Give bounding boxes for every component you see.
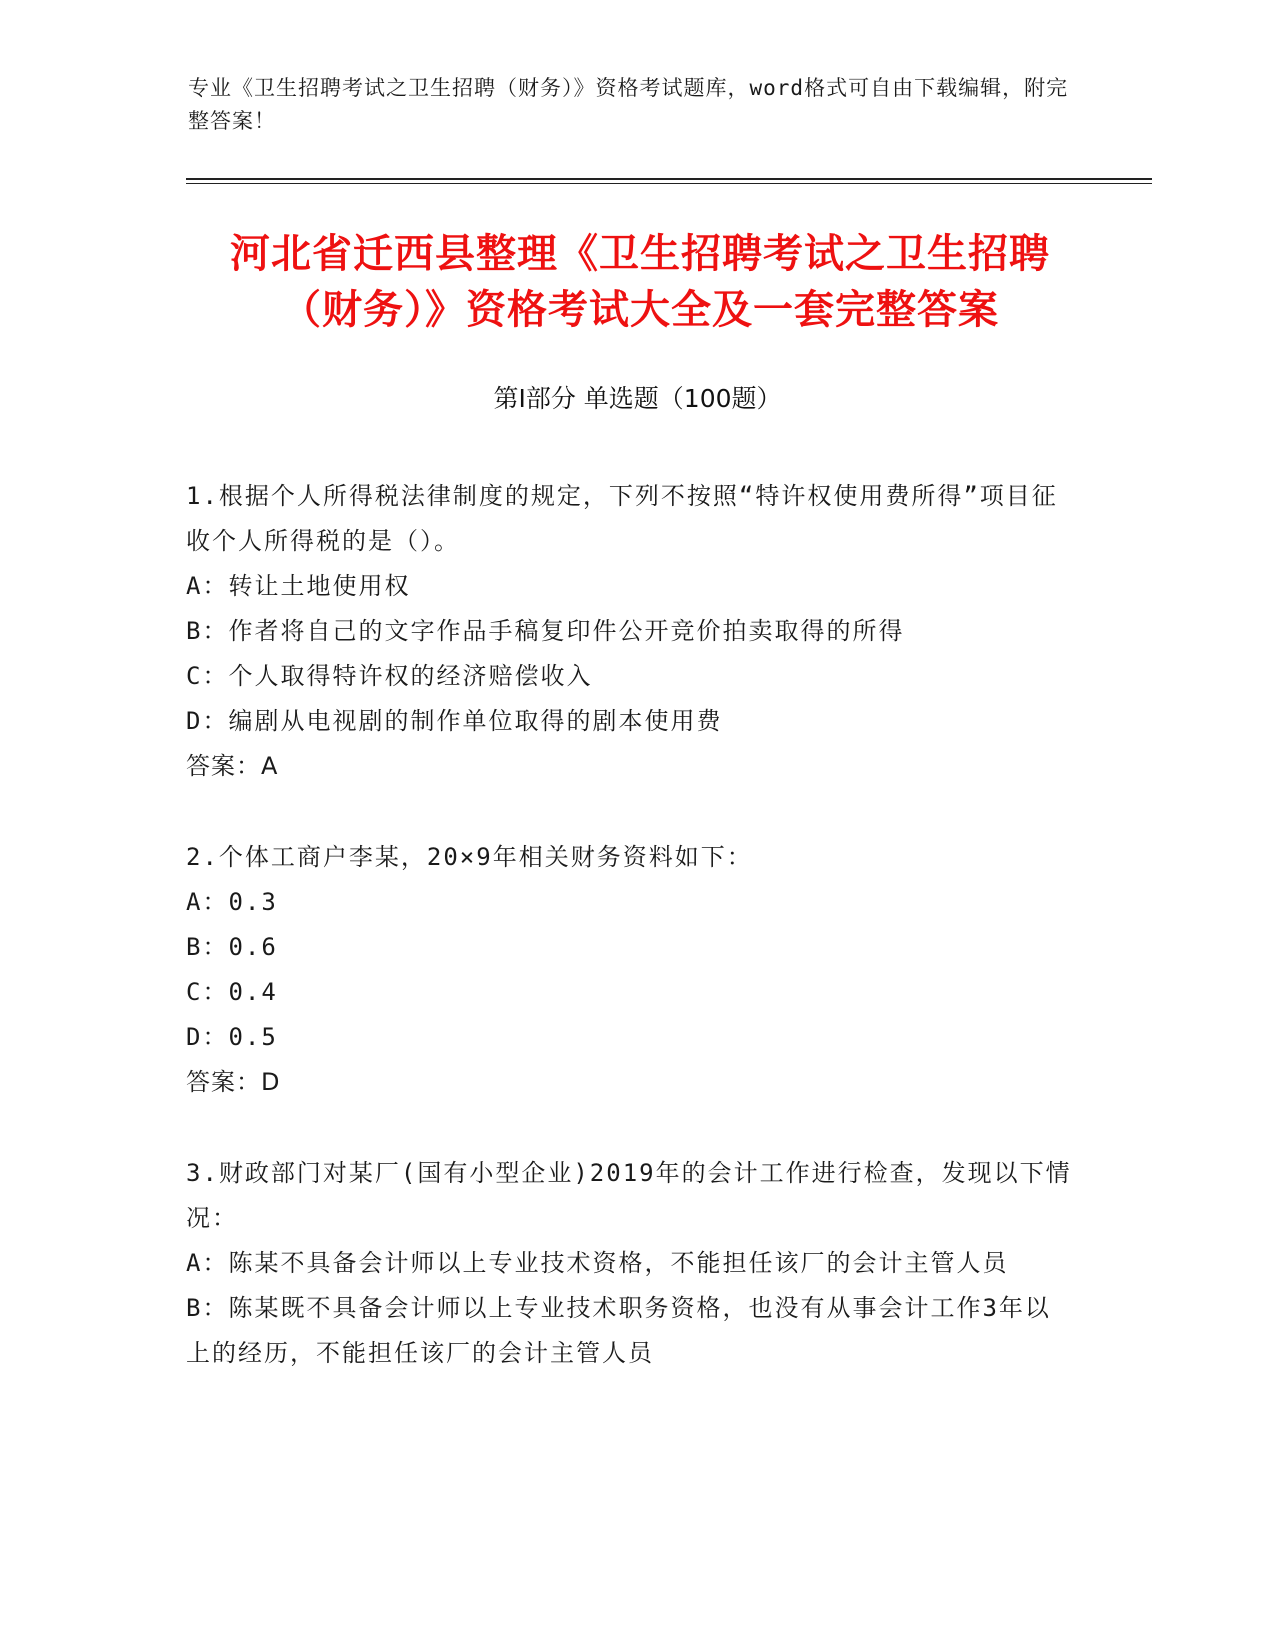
header-rule-thin — [186, 183, 1152, 184]
question-stem: 3.财政部门对某厂(国有小型企业)2019年的会计工作进行检查，发现以下情况： — [186, 1159, 1072, 1232]
option-c: C：个人取得特许权的经济赔偿收入 — [186, 662, 593, 690]
question-stem: 1.根据个人所得税法律制度的规定，下列不按照“特许权使用费所得”项目征收个人所得税的是（）。 — [186, 482, 1058, 555]
question-list — [186, 474, 1076, 1422]
header-rule-thick — [186, 178, 1152, 180]
question-stem: 2.个体工商户李某，20×9年相关财务资料如下： — [186, 843, 753, 871]
answer: 答案：A — [186, 752, 279, 780]
document-title: 河北省迁西县整理《卫生招聘考试之卫生招聘（财务）》资格考试大全及一套完整答案 — [230, 231, 1050, 333]
option-b: B：陈某既不具备会计师以上专业技术职务资格，也没有从事会计工作3年以上的经历，不能担任该厂的会计主管人员 — [186, 1294, 1051, 1367]
option-b: B：0.6 — [186, 933, 278, 961]
question-1 — [186, 474, 1076, 789]
option-d: D：0.5 — [186, 1023, 278, 1051]
section-title: 第Ⅰ部分 单选题（100题） — [493, 384, 782, 413]
option-a: A：转让土地使用权 — [186, 572, 411, 600]
option-a: A：0.3 — [186, 888, 278, 916]
option-d: D：编剧从电视剧的制作单位取得的剧本使用费 — [186, 707, 723, 735]
option-c: C：0.4 — [186, 978, 278, 1006]
question-2 — [186, 835, 1076, 1105]
header-note: 专业《卫生招聘考试之卫生招聘（财务）》资格考试题库，word格式可自由下载编辑，附完整答案！ — [188, 76, 1069, 133]
answer: 答案：D — [186, 1068, 281, 1096]
option-b: B：作者将自己的文字作品手稿复印件公开竞价拍卖取得的所得 — [186, 617, 905, 645]
option-a: A：陈某不具备会计师以上专业技术资格，不能担任该厂的会计主管人员 — [186, 1249, 1009, 1277]
question-3 — [186, 1151, 1076, 1376]
